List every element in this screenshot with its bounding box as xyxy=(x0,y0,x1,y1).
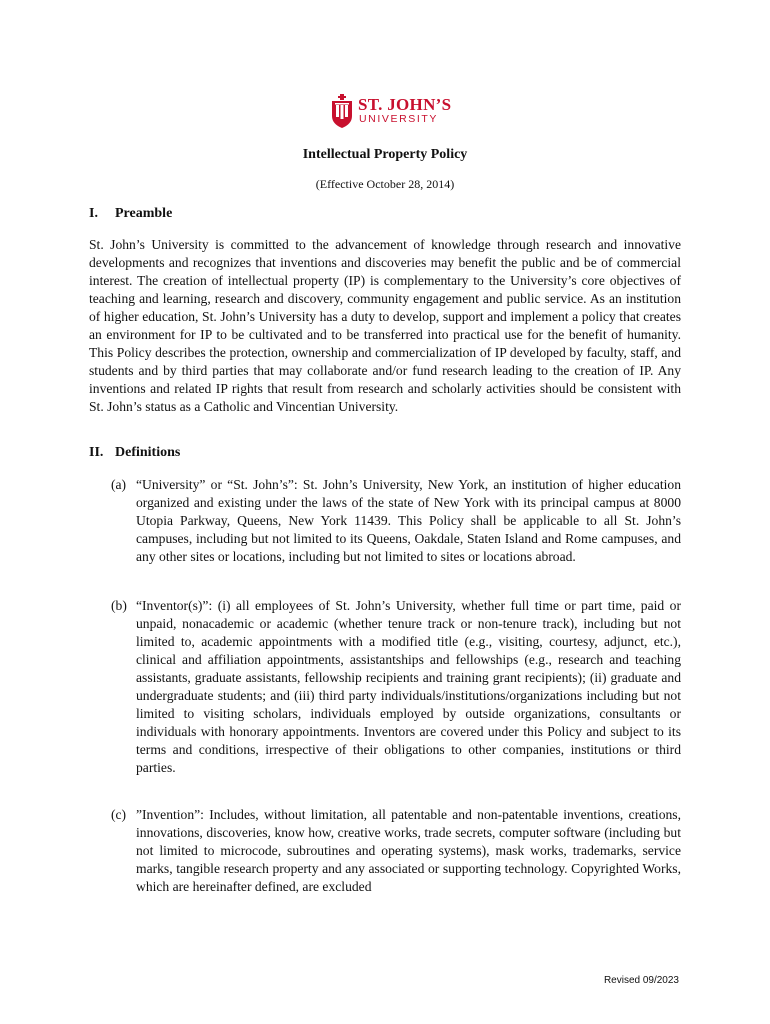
item-label: (b) xyxy=(111,598,127,613)
preamble-paragraph: St. John’s University is committed to the advancement of knowledge through research and innovative developments and recognizes that inventions and discoveries may benefit the public and be of commercial interest. The creation of intellectual property (IP) is complementary to the University’s core objectives of teaching and learning, research and discovery, community engagement and public service. As an institution of higher education, St. John’s University has a duty to develop, support and implement a policy that creates an environment for IP to be cultivated and to be transferred into practical use for the benefit of humanity. This Policy describes the protection, ownership and commercialization of IP developed by faculty, staff, and students and by third parties that may collaborate and/or fund research leading to the creation of IP. Any inventions and related IP rights that result from research and scholarly activities should be consistent with St. John’s status as a Catholic and Vincentian University. xyxy=(89,237,681,414)
document-title: Intellectual Property Policy xyxy=(302,147,468,162)
university-logo xyxy=(331,94,452,134)
revision-footer: Revised 09/2023 xyxy=(603,975,679,986)
section-title: Preamble xyxy=(115,206,173,221)
item-label: (c) xyxy=(111,807,127,822)
section-title: Definitions xyxy=(115,445,181,460)
item-label: (a) xyxy=(111,477,127,492)
effective-date: (Effective October 28, 2014) xyxy=(315,177,455,191)
section-heading-preamble xyxy=(89,205,172,223)
logo-subtitle: UNIVERSITY xyxy=(359,113,439,125)
item-text: “University” or “St. John’s”: St. John’s University, New York, an institution of higher education organized and existing under the laws of the state of New York with its principal campus at 8000 Utopia Parkway, Queens, New York 11439. This Policy shall be applicable to all St. John’s campuses, including but not limited to its Queens, Oakdale, Staten Island and Rome campuses, and any other sites or locations, including but not limited to sites or locations abroad. xyxy=(136,477,681,564)
item-text: ”Invention”: Includes, without limitation, all patentable and non-patentable inventions, creations, innovations, discoveries, know how, creative works, trade secrets, computer software (including but not limited to microcode, subroutines and operating systems), mask works, trademarks, service marks, tangible research property and any associated or supporting technology. Copyrighted Works, which are hereinafter defined, are excluded xyxy=(136,807,681,894)
section-number: II. xyxy=(89,445,104,460)
item-text: “Inventor(s)”: (i) all employees of St. John’s University, whether full time or part time, paid or unpaid, nonacademic or academic (whether tenure track or non-tenure track), including but not limited to, academic appointments with a modified title (e.g., visiting, courtesy, adjunct, etc.), clinical and affiliation appointments, assistantships and fellowships (e.g., research and teaching assistants, graduate assistants, fellowship recipients and training grant recipients); (ii) graduate and undergraduate students; and (iii) third party individuals/institutions/organizations including but not limited to visiting scholars, individuals employed by outside organizations, consultants or individuals with honorary appointments. Inventors are covered under this Policy and subject to its terms and conditions, irrespective of their obligations to other companies, institutions or third parties. xyxy=(136,598,681,775)
shield-icon xyxy=(331,94,353,128)
section-number: I. xyxy=(89,206,98,221)
section-heading-definitions xyxy=(89,444,180,462)
logo-name: ST. JOHN’S xyxy=(358,95,452,114)
